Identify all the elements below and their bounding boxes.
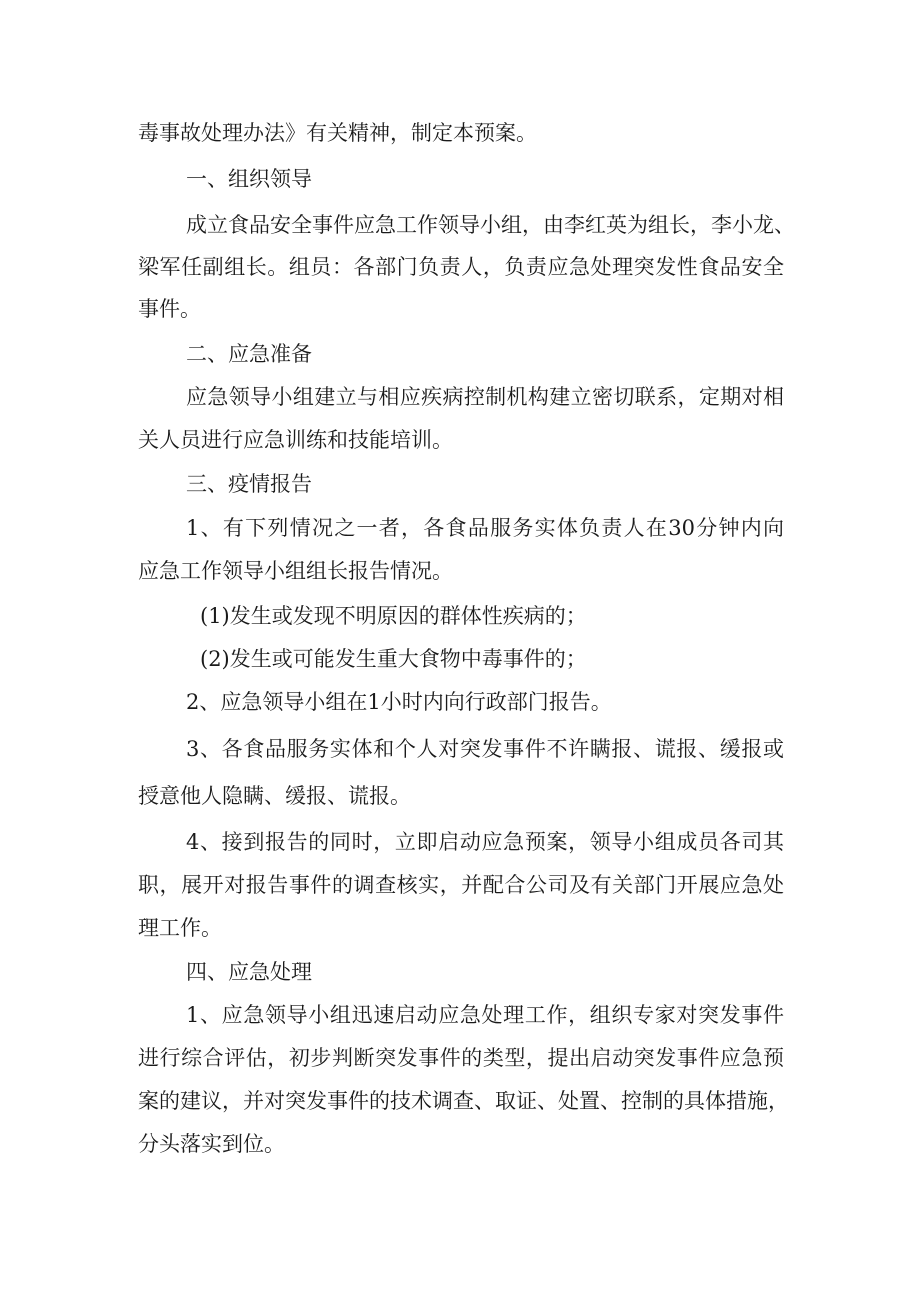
text-line: 毒事故处理办法》有关精神，制定本预案。 [138,121,537,145]
section-heading: 二、应急准备 [186,342,312,366]
text-line: 成立食品安全事件应急工作领导小组，由李红英为组长，李小龙、 [186,213,795,237]
text-line: 进行综合评估，初步判断突发事件的类型，提出启动突发事件应急预 [138,1046,784,1070]
text-line: 1、有下列情况之一者，各食品服务实体负责人在30分钟内向 [186,516,784,540]
text-line: 理工作。 [138,916,222,940]
text-line: 梁军任副组长。组员：各部门负责人，负责应急处理突发性食品安全 [138,255,784,279]
section-heading: 三、疫情报告 [186,472,312,496]
section-heading: 四、应急处理 [186,960,312,984]
list-item: (2)发生或可能发生重大食物中毒事件的； [200,647,587,671]
text-line: 4、接到报告的同时，立即启动应急预案，领导小组成员各司其 [186,830,784,854]
text-line: 2、应急领导小组在1小时内向行政部门报告。 [186,690,612,714]
text-line: 案的建议，并对突发事件的技术调查、取证、处置、控制的具体措施， [138,1089,789,1113]
text-line: 分头落实到位。 [138,1132,285,1156]
text-line: 应急工作领导小组组长报告情况。 [138,559,453,583]
section-heading: 一、组织领导 [186,167,312,191]
text-line: 1、应急领导小组迅速启动应急处理工作，组织专家对突发事件 [186,1003,784,1027]
text-line: 事件。 [138,297,201,321]
text-line: 3、各食品服务实体和个人对突发事件不许瞒报、谎报、缓报或 [186,737,784,761]
text-line: 职，展开对报告事件的调查核实，并配合公司及有关部门开展应急处 [138,873,784,897]
list-item: (1)发生或发现不明原因的群体性疾病的； [200,604,587,628]
text-line: 授意他人隐瞒、缓报、谎报。 [138,784,411,808]
text-line: 关人员进行应急训练和技能培训。 [138,428,453,452]
text-line: 应急领导小组建立与相应疾病控制机构建立密切联系，定期对相 [186,385,784,409]
